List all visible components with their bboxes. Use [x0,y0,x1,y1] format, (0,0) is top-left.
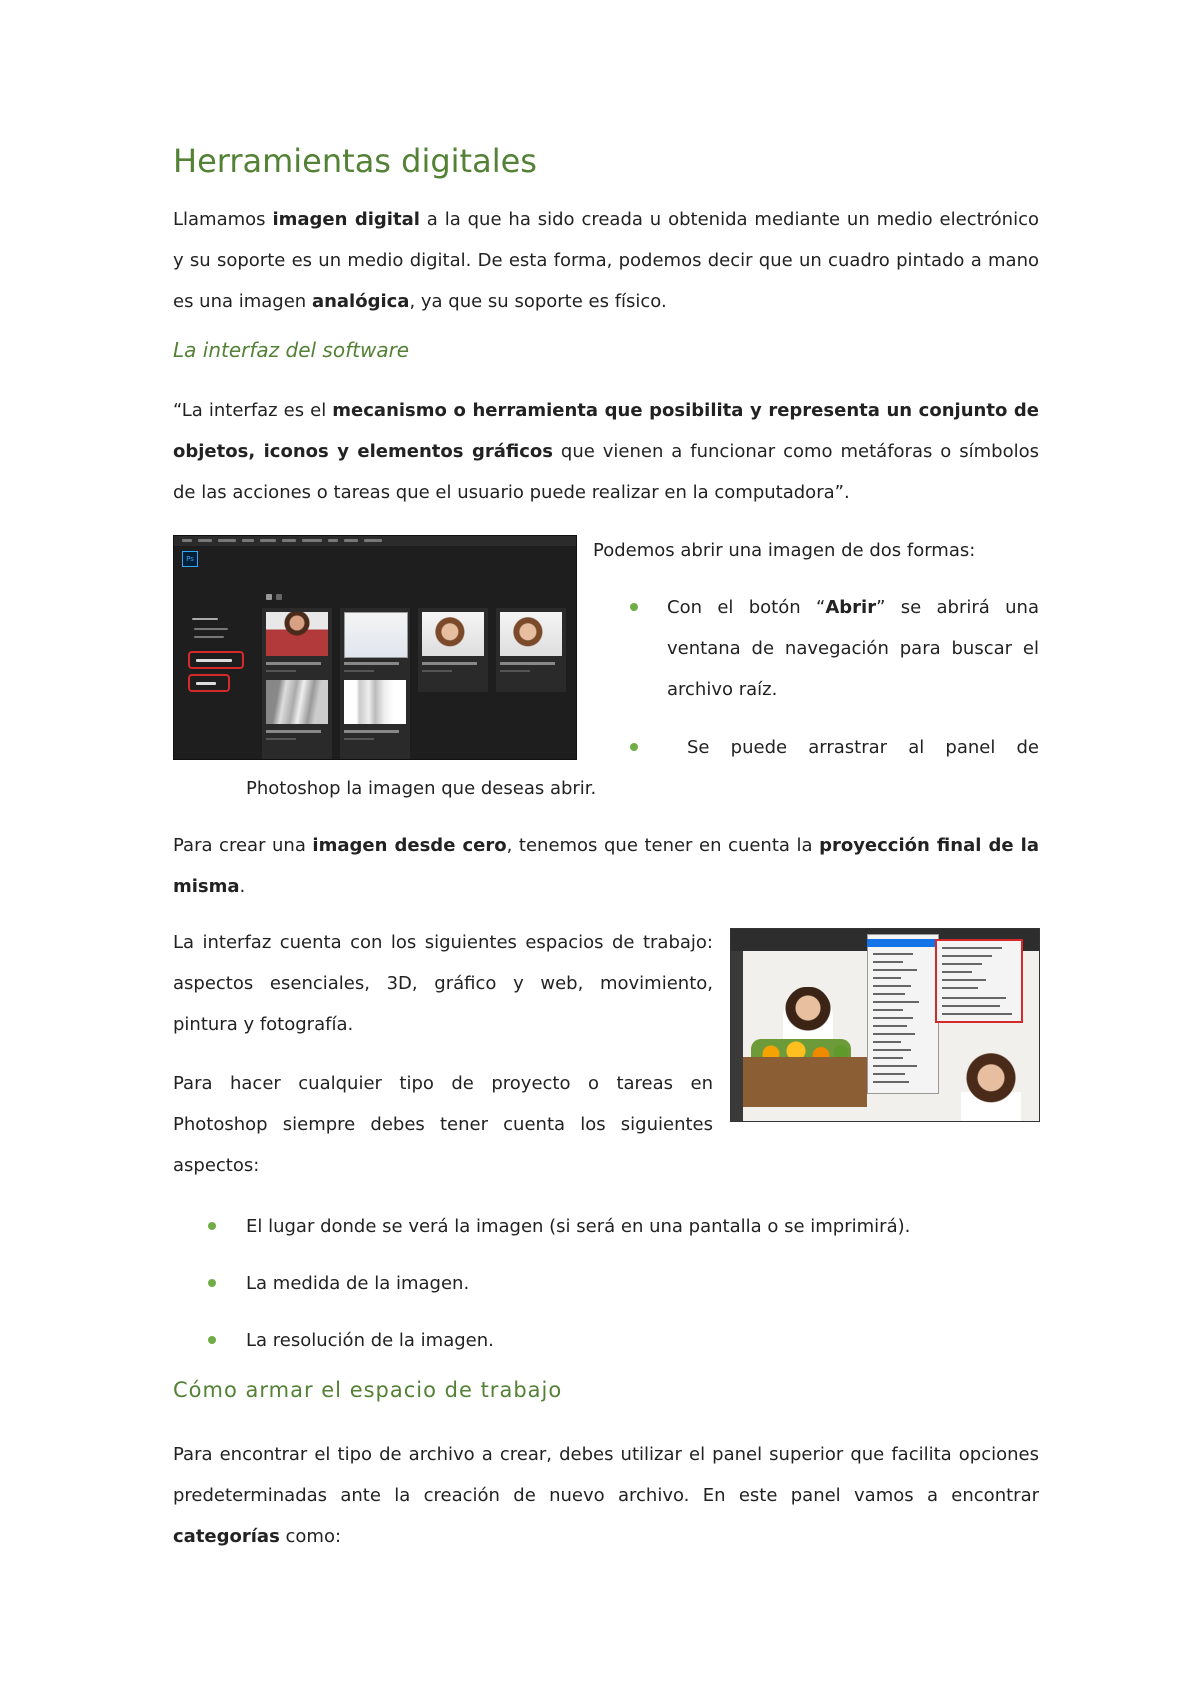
tool-panel [731,951,743,1121]
bullet-icon [208,1222,216,1230]
workspaces-paragraph: La interfaz cuenta con los siguientes espacios de trabajo: aspectos esenciales, 3D, gráfico y web, movimiento, pintura y fotografía. [173,932,713,1035]
aspect-item-1: El lugar donde se verá la imagen (si será en una pantalla o se imprimirá). [246,1216,911,1237]
section-heading-workspace: Cómo armar el espacio de trabajo [173,1378,563,1402]
create-paragraph: Para crear una imagen desde cero, tenemos que tener en cuenta la proyección final de la misma. [173,835,1039,897]
workspace-submenu [935,939,1023,1023]
recent-file-thumb [418,608,488,692]
bullet-icon [208,1336,216,1344]
recent-file-thumb [496,608,566,692]
open-bullet-2-line1: Se puede arrastrar al panel de [687,737,1039,758]
open-bullet-2-line2: Photoshop la imagen que deseas abrir. [246,778,597,799]
final-paragraph: Para encontrar el tipo de archivo a crear, debes utilizar el panel superior que facilita opciones predeterminadas ante la creación de nuevo archivo. En este panel vamos a encontrar categorías como: [173,1444,1039,1547]
page-title: Herramientas digitales [173,142,537,180]
bullet-icon [630,743,638,751]
open-button [188,674,230,692]
photoshop-workspace-screenshot [730,928,1040,1122]
new-file-button [188,651,244,669]
open-bullet-1: Con el botón “Abrir” se abrirá una ventana de navegación para buscar el archivo raíz. [667,597,1039,700]
aspects-intro: Para hacer cualquier tipo de proyecto o tareas en Photoshop siempre debes tener cuenta los siguientes aspectos: [173,1073,713,1176]
photoshop-home-screenshot [173,535,577,760]
intro-paragraph: Llamamos imagen digital a la que ha sido creada u obtenida mediante un medio electrónico y su soporte es un medio digital. De esta forma, podemos decir que un cuadro pintado a mano es una imagen analógica, ya que su soporte es físico. [173,209,1039,312]
photo-table [743,1057,867,1107]
bullet-icon [208,1279,216,1287]
bullet-icon [630,603,638,611]
open-intro: Podemos abrir una imagen de dos formas: [593,540,976,561]
aspect-item-3: La resolución de la imagen. [246,1330,494,1351]
recent-file-thumb [262,676,332,760]
menu-highlight [867,939,937,947]
photo-woman-crop [961,1049,1021,1121]
photoshop-logo-icon: Ps [182,551,198,567]
section-heading-interface: La interfaz del software [173,338,410,362]
window-menu [867,934,939,1094]
quote-paragraph: “La interfaz es el mecanismo o herramienta que posibilita y representa un conjunto de objetos, iconos y elementos gráficos que vienen a funcionar como metáforas o símbolos de las acciones o tareas que el usuario puede realizar en la computadora”. [173,400,1039,503]
aspect-item-2: La medida de la imagen. [246,1273,470,1294]
menu-bar [174,536,576,546]
recent-file-thumb [340,676,410,760]
